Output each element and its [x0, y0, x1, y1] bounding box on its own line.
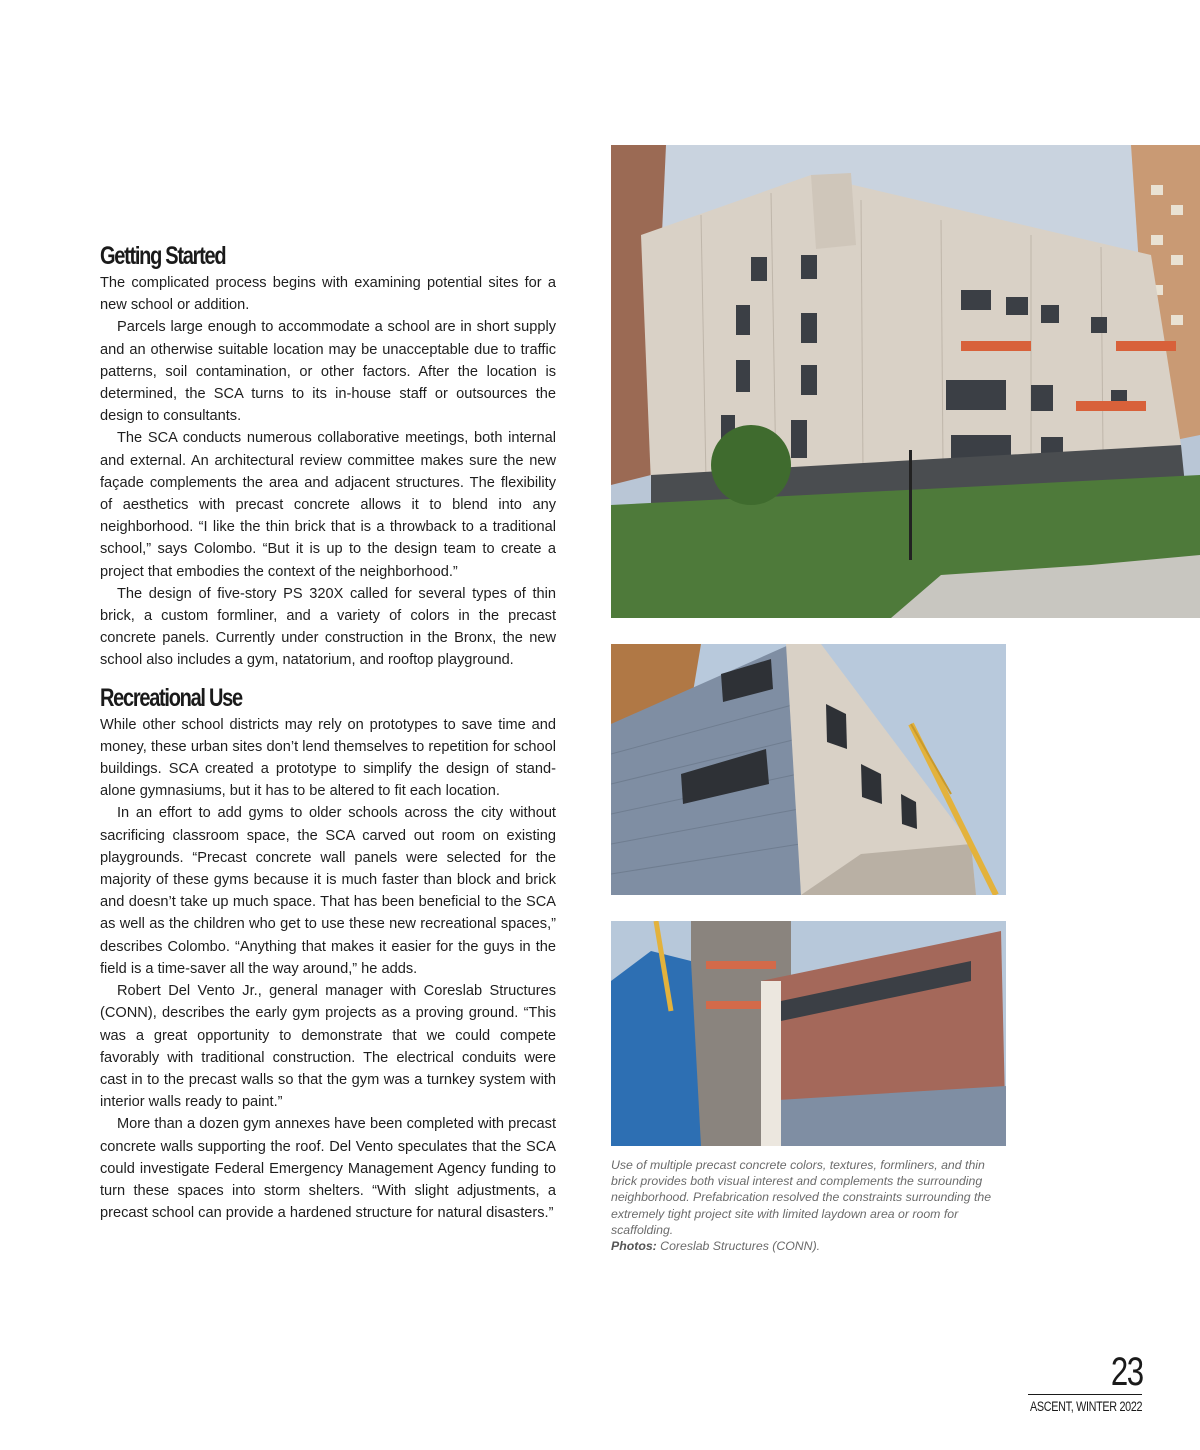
photo-caption [611, 1157, 1005, 1254]
paragraph: Robert Del Vento Jr., general manager with Coreslab Structures (CONN), describes the early gym projects as a proving ground. “This was a great opportunity to demonstrate that we could compete favorably with traditional construction. The electrical conduits were cast in to the precast walls so that the gym was a turnkey system with interior walls ready to paint.” [100, 983, 556, 1111]
paragraph: The SCA conducts numerous collaborative meetings, both internal and external. An architectural review committee makes sure the new façade complements the area and adjacent structures. The flexibility of aesthetics with precast concrete allows it to blend into any neighborhood. “I like the thin brick that is a throwback to a traditional school,” says Colombo. “But it is up to the design team to create a project that embodies the context of the neighborhood.” [100, 430, 556, 580]
page-footer [1002, 1352, 1142, 1416]
paragraph: Parcels large enough to accommodate a school are in short supply and an otherwise suitable location may be unacceptable due to traffic patterns, soil contamination, or other factors. After the location is determined, the SCA turns to its in-house staff or outsources the design to consultants. [100, 319, 556, 425]
footer-rule [1028, 1394, 1142, 1395]
section-heading-getting-started: Getting Started [100, 242, 226, 270]
article-column [100, 240, 556, 1224]
photo-credit-label: Photos: [611, 1239, 657, 1254]
photo-thin-brick-facade [611, 644, 1006, 895]
section-heading-recreational-use: Recreational Use [100, 683, 242, 712]
paragraph: More than a dozen gym annexes have been completed with precast concrete walls supporting the roof. Del Vento speculates that the SCA could investigate Federal Emergency Management Agency funding to turn these spaces into storm shelters. “With slight adjustments, a precast school can provide a hardened structure for natural disasters.” [100, 1116, 556, 1222]
photo-credit: Coreslab Structures (CONN). [656, 1239, 821, 1254]
photo-brick-gym-annex [611, 921, 1006, 1146]
caption-text: Use of multiple precast concrete colors, textures, formliners, and thin brick provides both visual interest and complements the surrounding neighborhood. Prefabrication resolved the constraints surrounding the extremely tight project site with limited laydown area or room for scaffolding. [611, 1158, 992, 1237]
paragraph: The complicated process begins with examining potential sites for a new school or addition. [100, 275, 556, 314]
publication-name: ASCENT, WINTER 2022 [1029, 1399, 1142, 1414]
page-number: 23 [1110, 1350, 1142, 1394]
photo-school-facade [611, 145, 1200, 618]
paragraph: The design of five-story PS 320X called for several types of thin brick, a custom formliner, and a variety of colors in the precast concrete panels. Currently under construction in the Bronx, the new school also includes a gym, natatorium, and rooftop playground. [100, 585, 556, 669]
paragraph: While other school districts may rely on prototypes to save time and money, these urban sites don’t lend themselves to repetition for school buildings. SCA created a prototype to simplify the design of stand-alone gymnasiums, but it has to be altered to fit each location. [100, 716, 556, 800]
paragraph: In an effort to add gyms to older schools across the city without sacrificing classroom space, the SCA carved out room on existing playgrounds. “Precast concrete wall panels were selected for the majority of these gyms because it is much faster than block and brick and doesn’t take up much space. That has been beneficial to the SCA as well as the children who get to use these new recreational spaces,” describes Colombo. “Anything that makes it easier for the guys in the field is a time-saver all the way around,” he adds. [100, 805, 556, 977]
